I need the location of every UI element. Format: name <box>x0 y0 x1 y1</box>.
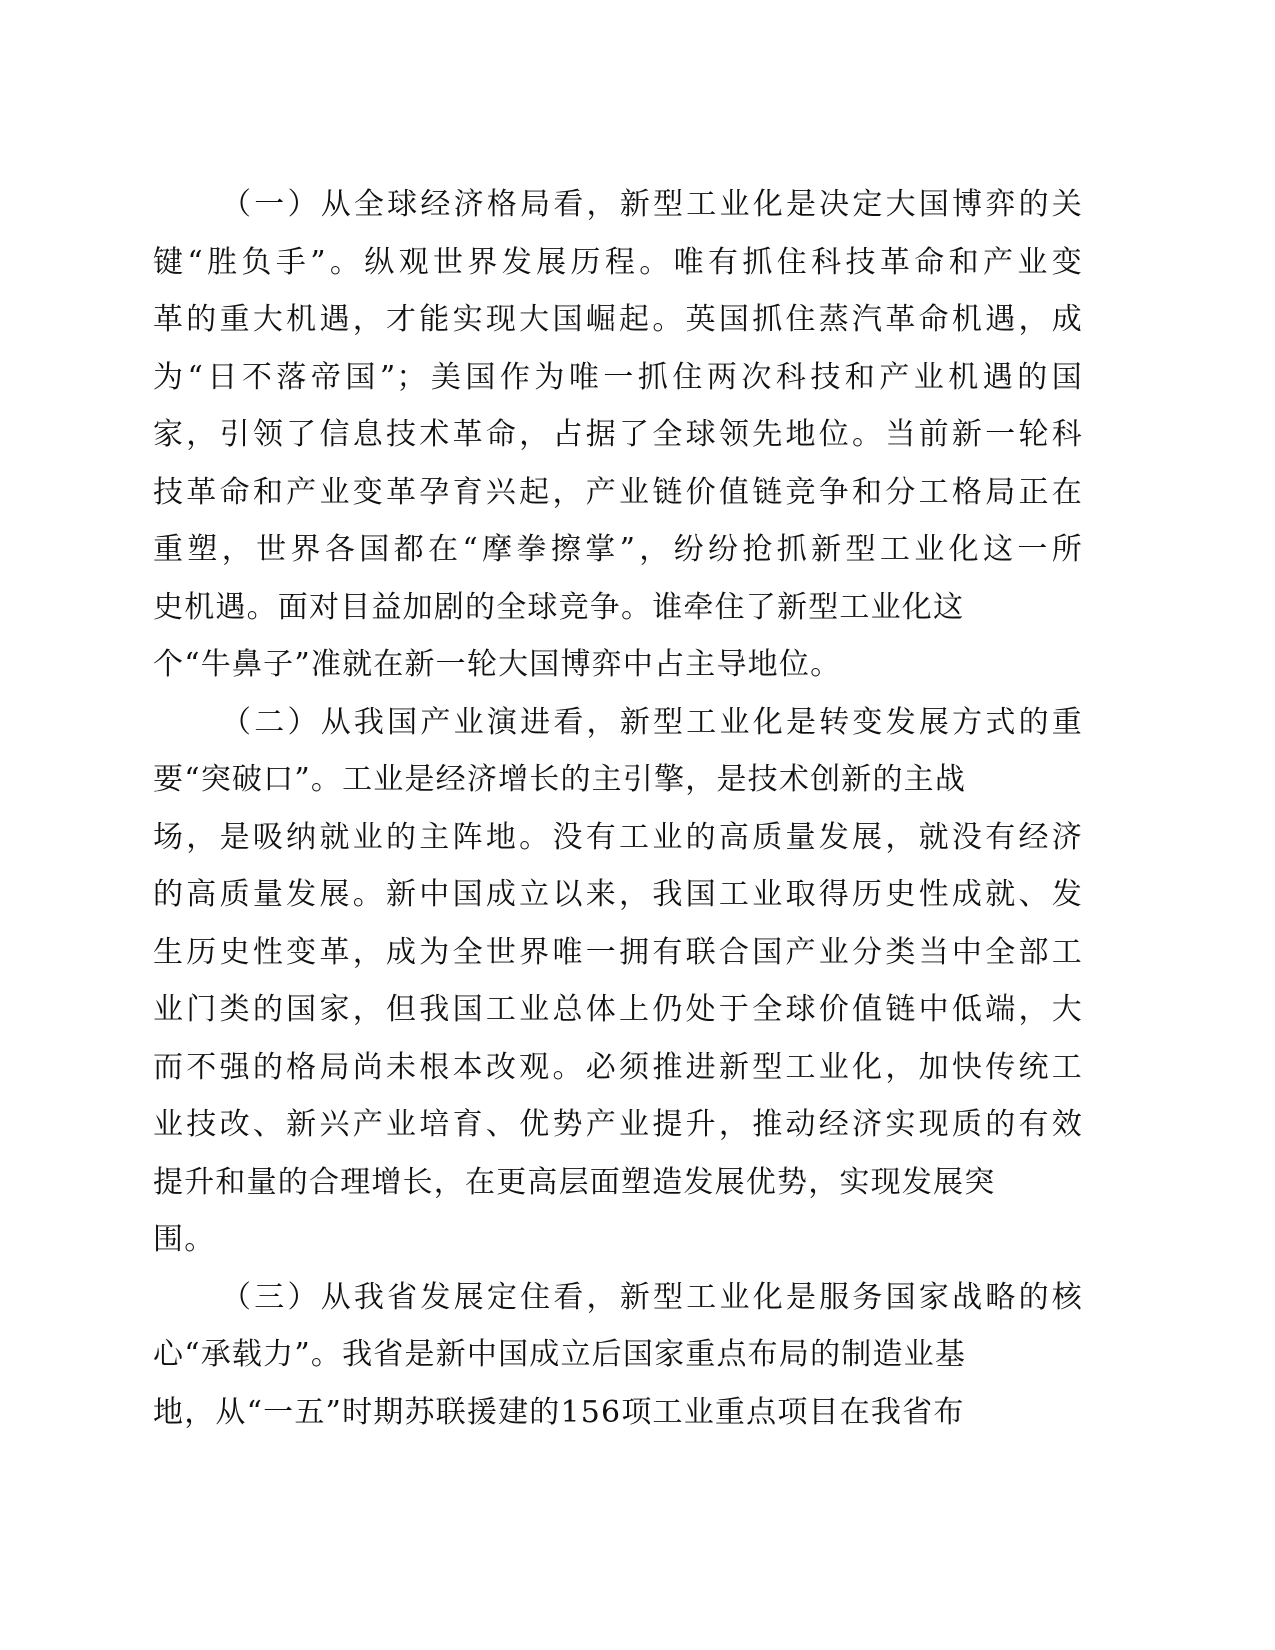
text-line: 重塑，世界各国都在“摩拳擦掌”，纷纷抢抓新型工业化这一所 <box>153 532 1083 567</box>
text-line: 围。 <box>153 1222 216 1257</box>
paragraph-1-heading-line: （一）从全球经济格局看，新型工业化是决定大国博弈的关 <box>221 187 1083 222</box>
text-line: 业门类的国家，但我国工业总体上仍处于全球价值链中低端，大 <box>153 992 1083 1027</box>
text-line: 的高质量发展。新中国成立以来，我国工业取得历史性成就、发 <box>153 877 1083 912</box>
text-line: 为“日不落帝国”；美国作为唯一抓住两次科技和产业机遇的国 <box>153 359 1083 395</box>
text-line: 个“牛鼻子”准就在新一轮大国博弈中占主导地位。 <box>153 647 842 682</box>
text-line: 革的重大机遇，才能实现大国崛起。英国抓住蒸汽革命机遇，成 <box>153 302 1083 337</box>
text-line: 提升和量的合理增长，在更高层面塑造发展优势，实现发展突 <box>153 1164 996 1200</box>
text-line: 生历史性变革，成为全世界唯一拥有联合国产业分类当中全部工 <box>153 934 1083 970</box>
text-line: 心“承载力”。我省是新中国成立后国家重点布局的制造业基 <box>153 1337 967 1372</box>
paragraph-3-heading-line: （三）从我省发展定住看，新型工业化是服务国家战略的核 <box>221 1279 1083 1315</box>
text-line: 地，从“一五”时期苏联援建的156项工业重点项目在我省布 <box>153 1394 965 1430</box>
text-line: 史机遇。面对目益加剧的全球竞争。谁牵住了新型工业化这 <box>153 589 965 625</box>
paragraph-2-heading-line: （二）从我国产业演进看，新型工业化是转变发展方式的重 <box>221 704 1083 740</box>
text-line: 业技改、新兴产业培育、优势产业提升，推动经济实现质的有效 <box>153 1107 1083 1142</box>
text-line: 技革命和产业变革孕育兴起，产业链价值链竞争和分工格局正在 <box>153 474 1083 510</box>
text-line: 而不强的格局尚未根本改观。必须推进新型工业化，加快传统工 <box>153 1049 1083 1085</box>
text-line: 键“胜负手”。纵观世界发展历程。唯有抓住科技革命和产业变 <box>153 244 1083 280</box>
text-line: 要“突破口”。工业是经济增长的主引擎，是技术创新的主战 <box>153 762 967 797</box>
document-body <box>153 176 1083 1441</box>
text-line: 家，引领了信息技术革命，占据了全球领先地位。当前新一轮科 <box>153 417 1083 452</box>
text-line: 场，是吸纳就业的主阵地。没有工业的高质量发展，就没有经济 <box>153 819 1083 855</box>
